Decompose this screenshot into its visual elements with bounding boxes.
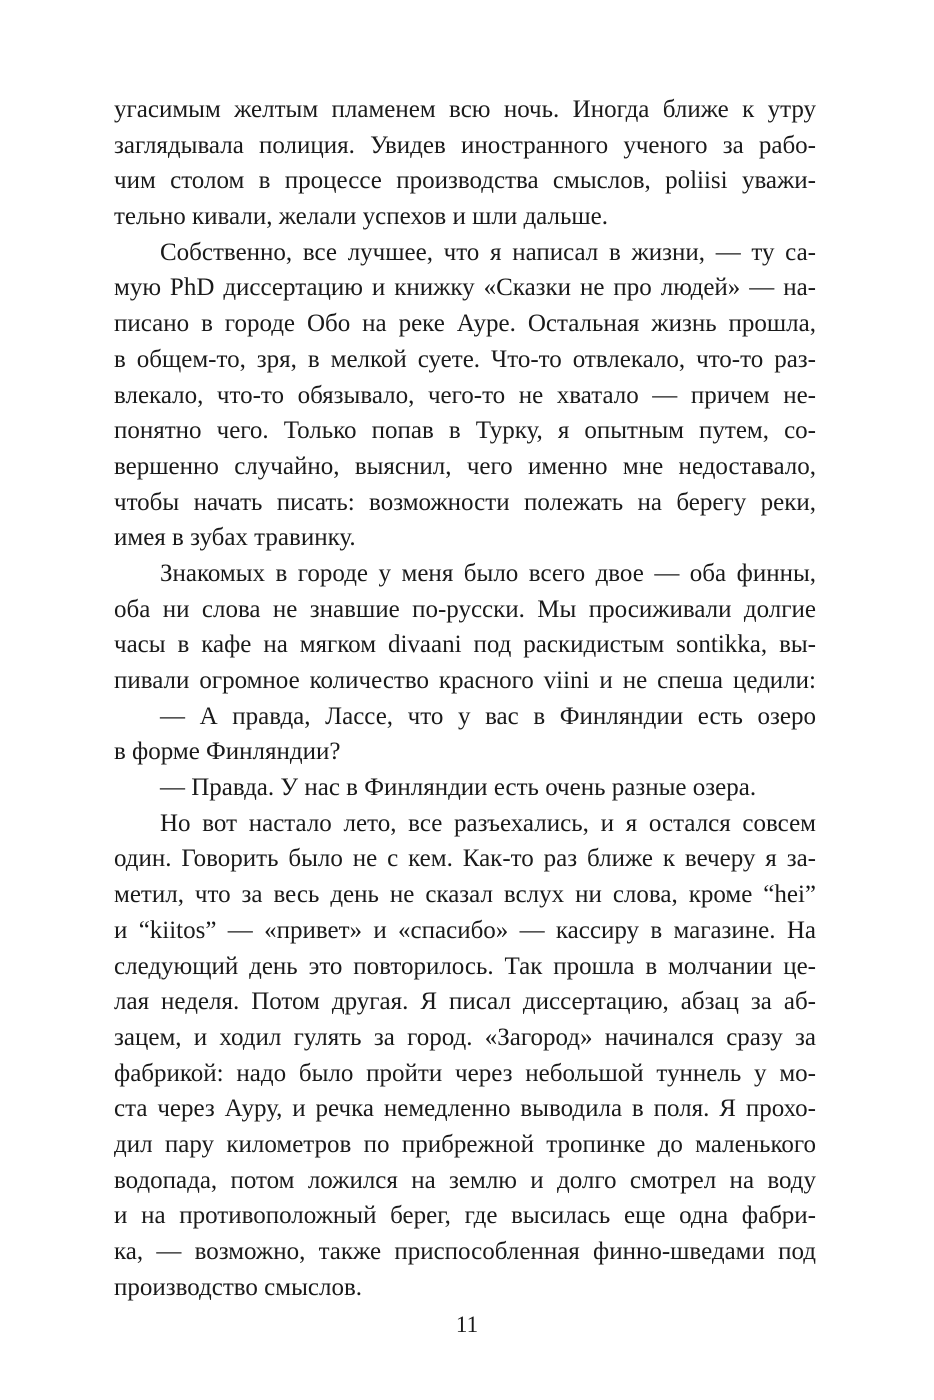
text-line: зацем, и ходил гулять за город. «Загород» начинался сразу за [114, 1023, 816, 1051]
text-line: чим столом в процессе производства смыслов, poliisi уважи- [114, 167, 816, 195]
text-line: угасимым желтым пламенем всю ночь. Иногда ближе к утру [114, 96, 816, 123]
text-line: — А правда, Лассе, что у вас в Финляндии есть озеро [160, 702, 816, 730]
text-line: фабрикой: надо было пройти через небольшой туннель у мо- [114, 1059, 816, 1087]
text-line: в общем-то, зря, в мелкой суете. Что-то отвлекало, что-то раз- [114, 345, 816, 373]
text-line: Знакомых в городе у меня было всего двое — оба финны, [160, 559, 816, 587]
text-line: вершенно случайно, выяснил, чего именно мне недоставало, [114, 452, 816, 480]
text-line: следующий день это повторилось. Так прошла в молчании це- [114, 952, 816, 980]
text-line: водопада, потом ложился на землю и долго смотрел на воду [114, 1166, 816, 1194]
text-line: — Правда. У нас в Финляндии есть очень разные озера. [160, 774, 757, 802]
text-line: чтобы начать писать: возможности полежать на берегу реки, [114, 488, 816, 516]
text-line: тельно кивали, желали успехов и шли дальше. [114, 203, 608, 231]
text-body [114, 92, 816, 1305]
text-line: понятно чего. Только попав в Турку, я опытным путем, со- [114, 417, 816, 445]
text-line: один. Говорить было не с кем. Как-то раз ближе к вечеру я за- [114, 845, 816, 873]
text-line: ка, — возможно, также приспособленная финно-шведами под [114, 1238, 816, 1265]
text-line: мую PhD диссертацию и книжку «Сказки не про людей» — на- [114, 274, 816, 302]
paragraph-1 [114, 92, 816, 235]
text-line: оба ни слова не знавшие по-русски. Мы просиживали долгие [114, 595, 816, 623]
text-line: и “kiitos” — «привет» и «спасибо» — кассиру в магазине. На [114, 916, 816, 944]
text-line: заглядывала полиция. Увидев иностранного ученого за рабо- [114, 131, 816, 159]
text-line: Собственно, все лучшее, что я написал в жизни, — ту са- [160, 238, 816, 266]
page-number: 11 [455, 1312, 479, 1337]
text-line: писано в городе Обо на реке Ауре. Остальная жизнь прошла, [114, 310, 816, 338]
paragraph-4 [114, 806, 816, 1306]
text-line: влекало, что-то обязывало, чего-то не хватало — причем не- [114, 381, 816, 409]
text-line: и на противоположный берег, где высилась еще одна фабри- [114, 1202, 816, 1230]
text-line: пивали огромное количество красного viini и не спеша цедили: [114, 667, 816, 694]
text-line: ста через Ауру, и речка немедленно выводила в поля. Я прохо- [114, 1095, 816, 1123]
text-line: производство смыслов. [114, 1273, 363, 1301]
dialogue-answer [114, 770, 816, 806]
text-line: дил пару километров по прибрежной тропинке до маленького [114, 1130, 816, 1158]
paragraph-2 [114, 235, 816, 556]
text-line: Но вот настало лето, все разъехались, и я остался совсем [160, 809, 816, 837]
text-line: лая неделя. Потом другая. Я писал диссертацию, абзац за аб- [114, 988, 816, 1016]
text-line: часы в кафе на мягком divaani под раскидистым sontikka, вы- [114, 631, 816, 659]
text-line: в форме Финляндии? [114, 738, 341, 766]
text-line: имея в зубах травинку. [114, 524, 356, 552]
text-line: метил, что за весь день не сказал вслух ни слова, кроме “hei” [114, 881, 816, 909]
dialogue-question [114, 699, 816, 770]
paragraph-3 [114, 556, 816, 699]
